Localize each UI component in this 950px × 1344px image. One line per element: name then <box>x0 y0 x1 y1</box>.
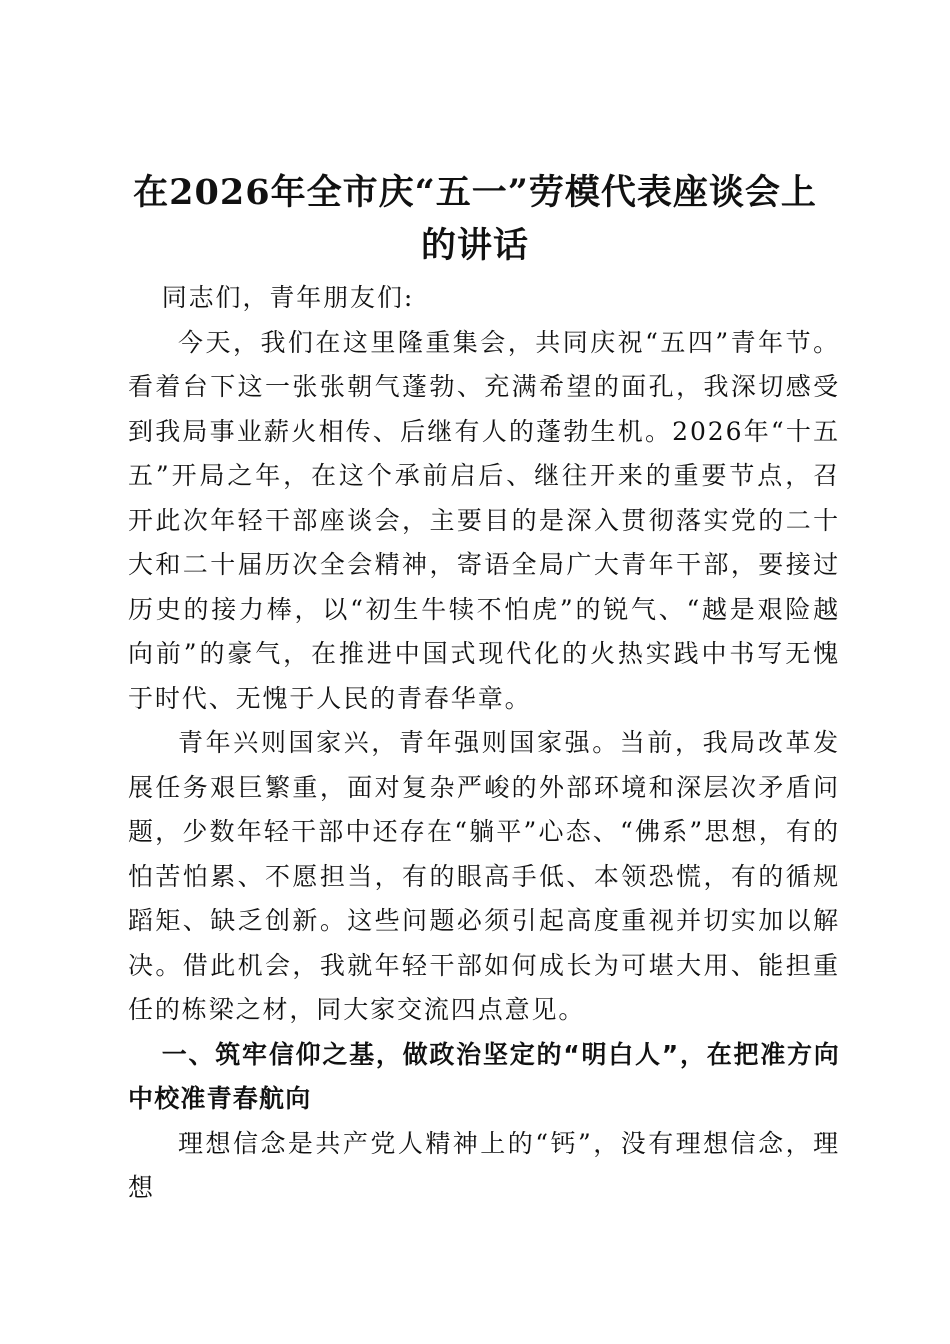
title-line-2: 的讲话 <box>420 225 529 266</box>
document-body <box>128 276 840 1211</box>
paragraph-context: 青年兴则国家兴，青年强则国家强。当前，我局改革发展任务艰巨繁重，面对复杂严峻的外部环境和深层次矛盾问题，少数年轻干部中还存在“躺平”心态、“佛系”思想，有的怕苦怕累、不愿担当，有的眼高手低、本领恐慌，有的循规蹈矩、缺乏创新。这些问题必须引起高度重视并切实加以解决。借此机会，我就年轻干部如何成长为可堪大用、能担重任的栋梁之材，同大家交流四点意见。 <box>128 728 840 1024</box>
section-paragraph-1: 理想信念是共产党人精神上的“钙”，没有理想信念，理想 <box>128 1128 840 1202</box>
document-title <box>80 166 870 272</box>
section-heading-1: 一、筑牢信仰之基，做政治坚定的“明白人”，在把准方向中校准青春航向 <box>128 1039 840 1113</box>
paragraph-opening: 今天，我们在这里隆重集会，共同庆祝“五四”青年节。看着台下这一张张朝气蓬勃、充满希望的面孔，我深切感受到我局事业薪火相传、后继有人的蓬勃生机。2026年“十五五”开局之年，在这个承前启后、继往开来的重要节点，召开此次年轻干部座谈会，主要目的是深入贯彻落实党的二十大和二十届历次全会精神，寄语全局广大青年干部，要接过历史的接力棒，以“初生牛犊不怕虎”的锐气、“越是艰险越向前”的豪气，在推进中国式现代化的火热实践中书写无愧于时代、无愧于人民的青春华章。 <box>128 327 840 713</box>
salutation: 同志们，青年朋友们: <box>161 283 415 312</box>
title-line-1: 在2026年全市庆“五一”劳模代表座谈会上 <box>133 172 817 213</box>
